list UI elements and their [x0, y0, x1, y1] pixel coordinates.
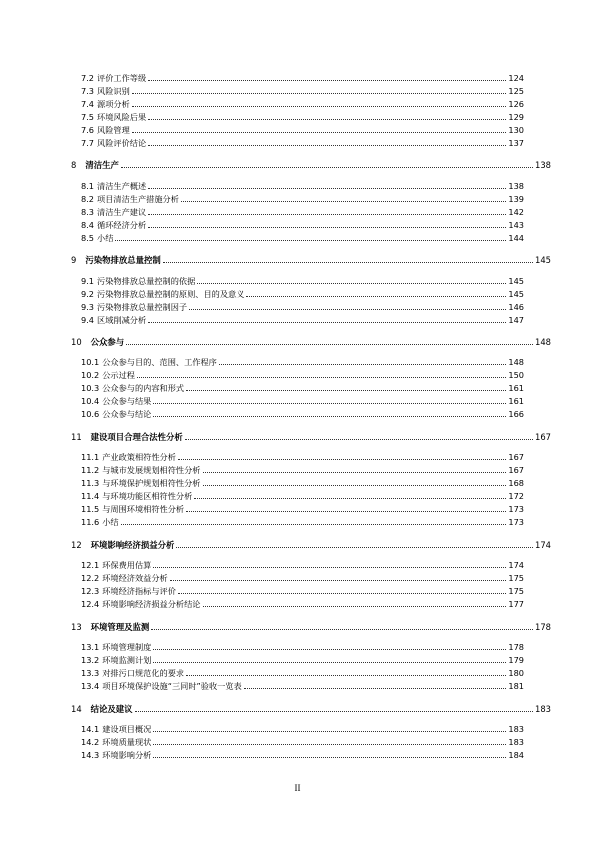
page-number: II	[294, 783, 301, 793]
toc-entry-number: 14.3	[81, 750, 100, 760]
toc-entry-title: 循环经济分析	[97, 220, 147, 230]
toc-entry-title: 污染物排放总量控制	[85, 255, 161, 265]
toc-page-number: 181	[508, 681, 524, 691]
toc-leader-dots	[115, 240, 506, 241]
toc-entry-number: 13	[71, 622, 82, 632]
toc-entry-number: 10	[71, 337, 82, 347]
toc-page-number: 125	[508, 86, 524, 96]
toc-entry-title: 污染物排放总量控制的依据	[97, 276, 196, 286]
toc-section-row[interactable]	[81, 452, 524, 462]
toc-leader-dots	[148, 214, 506, 215]
toc-entry-number: 8.3	[81, 207, 95, 217]
toc-leader-dots	[176, 547, 533, 548]
toc-page-number: 137	[508, 138, 524, 148]
toc-chapter-row[interactable]	[71, 255, 551, 265]
toc-section-row[interactable]	[81, 750, 524, 760]
toc-leader-dots	[148, 145, 506, 146]
toc-entry-title: 环境影响经济损益分析结论	[102, 599, 201, 609]
toc-section-row[interactable]	[81, 517, 524, 527]
toc-entry-title: 公众参与目的、范围、工作程序	[102, 357, 217, 367]
toc-section-row[interactable]	[81, 655, 524, 665]
toc-entry-number: 7.6	[81, 125, 95, 135]
toc-section-row[interactable]	[81, 668, 524, 678]
toc-leader-dots	[189, 309, 506, 310]
toc-entry-number: 8.1	[81, 181, 95, 191]
toc-section-row[interactable]	[81, 478, 524, 488]
toc-entry-number: 7.5	[81, 112, 95, 122]
toc-leader-dots	[135, 711, 533, 712]
toc-entry-title: 清洁生产	[85, 160, 119, 170]
toc-page-number: 173	[508, 517, 524, 527]
toc-entry-number: 7.4	[81, 99, 95, 109]
toc-entry-title: 对排污口规范化的要求	[102, 668, 185, 678]
toc-leader-dots	[153, 757, 506, 758]
toc-leader-dots	[132, 93, 507, 94]
toc-entry-number: 14.2	[81, 737, 100, 747]
toc-section-row[interactable]	[81, 681, 524, 691]
toc-page-number: 145	[535, 255, 551, 265]
toc-entry-title: 公示过程	[102, 370, 135, 380]
toc-entry-title: 公众参与	[90, 337, 125, 347]
toc-entry-title: 环境影响经济损益分析	[90, 540, 175, 550]
toc-leader-dots	[132, 132, 507, 133]
toc-entry-title: 清洁生产概述	[97, 181, 147, 191]
toc-entry-title: 公众参与结论	[102, 409, 152, 419]
toc-section-row[interactable]	[81, 737, 524, 747]
toc-page-number: 175	[508, 573, 524, 583]
toc-section-row[interactable]	[81, 138, 524, 148]
toc-entry-number: 13.3	[81, 668, 100, 678]
toc-page-number: 144	[508, 233, 524, 243]
toc-section-row[interactable]	[81, 207, 524, 217]
toc-section-row[interactable]	[81, 99, 524, 109]
toc-page-number: 145	[508, 289, 524, 299]
toc-leader-dots	[185, 439, 533, 440]
toc-page-number: 178	[508, 642, 524, 652]
toc-entry-number: 7.2	[81, 73, 95, 83]
toc-leader-dots	[137, 377, 506, 378]
toc-page-number: 168	[508, 478, 524, 488]
toc-leader-dots	[178, 593, 506, 594]
toc-page-number: 126	[508, 99, 524, 109]
toc-entry-number: 11.1	[81, 452, 100, 462]
toc-entry-title: 项目清洁生产措施分析	[97, 194, 179, 204]
toc-entry-title: 源项分析	[97, 99, 130, 109]
toc-leader-dots	[246, 296, 506, 297]
toc-leader-dots	[151, 629, 533, 630]
toc-page-number: 183	[508, 737, 524, 747]
toc-entry-number: 8	[71, 160, 77, 170]
toc-leader-dots	[153, 649, 506, 650]
toc-entry-title: 环境管理及监测	[90, 622, 150, 632]
toc-entry-title: 清洁生产建议	[97, 207, 147, 217]
toc-leader-dots	[121, 167, 533, 168]
toc-entry-number: 8.4	[81, 220, 95, 230]
toc-leader-dots	[153, 744, 506, 745]
toc-entry-number: 9.1	[81, 276, 95, 286]
toc-entry-title: 环境经济效益分析	[102, 573, 168, 583]
toc-entry-title: 环境风险后果	[97, 112, 147, 122]
toc-entry-number: 8.2	[81, 194, 95, 204]
toc-section-row[interactable]	[81, 302, 524, 312]
toc-section-row[interactable]	[81, 357, 524, 367]
toc-section-row[interactable]	[81, 599, 524, 609]
toc-entry-title: 产业政策相符性分析	[102, 452, 176, 462]
toc-entry-title: 环境质量现状	[102, 737, 152, 747]
toc-page-number: 183	[508, 724, 524, 734]
toc-entry-number: 12.1	[81, 560, 100, 570]
toc-section-row[interactable]	[81, 289, 524, 299]
toc-entry-title: 环境影响分析	[102, 750, 152, 760]
toc-chapter-row[interactable]	[71, 160, 551, 170]
toc-page-number: 142	[508, 207, 524, 217]
toc-page-number: 166	[508, 409, 524, 419]
toc-entry-number: 7.7	[81, 138, 95, 148]
toc-section-row[interactable]	[81, 491, 524, 501]
toc-entry-title: 环境管理制度	[102, 642, 152, 652]
toc-page-number: 130	[508, 125, 524, 135]
toc-entry-title: 建设项目概况	[102, 724, 152, 734]
toc-entry-number: 12	[71, 540, 82, 550]
toc-entry-number: 9.4	[81, 315, 95, 325]
toc-leader-dots	[194, 498, 506, 499]
toc-leader-dots	[153, 662, 506, 663]
toc-section-row[interactable]	[81, 465, 524, 475]
toc-leader-dots	[148, 119, 506, 120]
toc-section-row[interactable]	[81, 409, 524, 419]
toc-page-number: 138	[508, 181, 524, 191]
toc-section-row[interactable]	[81, 504, 524, 514]
toc-section-row[interactable]	[81, 233, 524, 243]
toc-page-number: 177	[508, 599, 524, 609]
toc-section-row[interactable]	[81, 181, 524, 191]
toc-entry-number: 11.4	[81, 491, 100, 501]
toc-section-row[interactable]	[81, 315, 524, 325]
toc-leader-dots	[148, 227, 506, 228]
toc-page-number: 174	[508, 560, 524, 570]
toc-entry-title: 污染物排放总量控制因子	[97, 302, 188, 312]
toc-entry-title: 污染物排放总量控制的原则、目的及意义	[97, 289, 245, 299]
toc-page-number: 180	[508, 668, 524, 678]
toc-entry-number: 10.1	[81, 357, 100, 367]
toc-section-row[interactable]	[81, 220, 524, 230]
toc-entry-number: 14.1	[81, 724, 100, 734]
toc-entry-title: 小结	[102, 517, 119, 527]
toc-page-number: 174	[535, 540, 551, 550]
toc-entry-number: 10.3	[81, 383, 100, 393]
toc-chapter-row[interactable]	[71, 337, 551, 347]
toc-leader-dots	[186, 675, 506, 676]
toc-page-number: 183	[535, 704, 551, 714]
toc-page-number: 161	[508, 383, 524, 393]
toc-leader-dots	[178, 459, 506, 460]
toc-section-row[interactable]	[81, 724, 524, 734]
toc-section-row[interactable]	[81, 86, 524, 96]
toc-page-number: 173	[508, 504, 524, 514]
toc-leader-dots	[148, 188, 506, 189]
toc-entry-title: 与环境功能区相符性分析	[102, 491, 193, 501]
toc-entry-title: 结论及建议	[90, 704, 133, 714]
toc-entry-title: 环境经济指标与评价	[102, 586, 176, 596]
toc-section-row[interactable]	[81, 370, 524, 380]
toc-entry-title: 项目环境保护设施“三同时”验收一览表	[102, 681, 242, 691]
toc-leader-dots	[153, 416, 506, 417]
toc-section-row[interactable]	[81, 573, 524, 583]
toc-entry-title: 风险评价结论	[97, 138, 147, 148]
toc-page-number: 129	[508, 112, 524, 122]
toc-chapter-row[interactable]	[71, 622, 551, 632]
toc-entry-title: 风险管理	[97, 125, 130, 135]
toc-entry-number: 12.4	[81, 599, 100, 609]
toc-entry-number: 10.6	[81, 409, 100, 419]
toc-entry-number: 13.4	[81, 681, 100, 691]
toc-leader-dots	[219, 364, 506, 365]
toc-entry-number: 11.5	[81, 504, 100, 514]
toc-entry-title: 小结	[97, 233, 114, 243]
toc-leader-dots	[203, 606, 507, 607]
toc-section-row[interactable]	[81, 560, 524, 570]
toc-section-row[interactable]	[81, 586, 524, 596]
toc-leader-dots	[203, 472, 507, 473]
toc-leader-dots	[148, 322, 506, 323]
toc-section-row[interactable]	[81, 73, 524, 83]
toc-leader-dots	[153, 731, 506, 732]
toc-entry-number: 14	[71, 704, 82, 714]
toc-leader-dots	[121, 524, 507, 525]
toc-entry-number: 10.4	[81, 396, 100, 406]
toc-page-number: 139	[508, 194, 524, 204]
toc-section-row[interactable]	[81, 194, 524, 204]
toc-entry-number: 8.5	[81, 233, 95, 243]
toc-chapter-row[interactable]	[71, 540, 551, 550]
toc-page-number: 184	[508, 750, 524, 760]
toc-entry-title: 环境监测计划	[102, 655, 152, 665]
toc-entry-number: 11	[71, 432, 82, 442]
toc-entry-number: 9.2	[81, 289, 95, 299]
toc-entry-title: 评价工作等级	[97, 73, 147, 83]
toc-leader-dots	[126, 344, 533, 345]
toc-page-number: 150	[508, 370, 524, 380]
toc-page-number: 178	[535, 622, 551, 632]
toc-leader-dots	[132, 106, 507, 107]
toc-page-number: 146	[508, 302, 524, 312]
toc-entry-number: 13.1	[81, 642, 100, 652]
toc-page-number: 161	[508, 396, 524, 406]
toc-page-number: 147	[508, 315, 524, 325]
toc-entry-number: 9	[71, 255, 77, 265]
toc-leader-dots	[181, 201, 506, 202]
toc-leader-dots	[163, 262, 533, 263]
toc-leader-dots	[186, 390, 506, 391]
toc-entry-title: 与周围环境相符性分析	[102, 504, 185, 514]
toc-leader-dots	[170, 580, 507, 581]
toc-page-number: 175	[508, 586, 524, 596]
toc-page-number: 143	[508, 220, 524, 230]
toc-entry-title: 公众参与结果	[102, 396, 152, 406]
toc-page-number: 167	[508, 452, 524, 462]
toc-entry-title: 与城市发展规划相符性分析	[102, 465, 201, 475]
toc-chapter-row[interactable]	[71, 432, 551, 442]
toc-entry-number: 11.6	[81, 517, 100, 527]
toc-page-number: 148	[535, 337, 551, 347]
toc-page-number: 148	[508, 357, 524, 367]
toc-section-row[interactable]	[81, 276, 524, 286]
toc-leader-dots	[203, 485, 507, 486]
toc-entry-number: 12.3	[81, 586, 100, 596]
toc-leader-dots	[197, 283, 506, 284]
toc-chapter-row[interactable]	[71, 704, 551, 714]
toc-entry-title: 公众参与的内容和形式	[102, 383, 185, 393]
toc-leader-dots	[148, 80, 506, 81]
toc-section-row[interactable]	[81, 642, 524, 652]
toc-page-number: 124	[508, 73, 524, 83]
toc-entry-number: 9.3	[81, 302, 95, 312]
toc-entry-title: 环保费用估算	[102, 560, 152, 570]
toc-entry-number: 13.2	[81, 655, 100, 665]
toc-section-row[interactable]	[81, 112, 524, 122]
toc-page-number: 167	[535, 432, 551, 442]
toc-entry-number: 12.2	[81, 573, 100, 583]
toc-page-number: 167	[508, 465, 524, 475]
toc-entry-title: 风险识别	[97, 86, 130, 96]
toc-section-row[interactable]	[81, 125, 524, 135]
toc-leader-dots	[153, 567, 506, 568]
toc-entry-number: 7.3	[81, 86, 95, 96]
toc-entry-number: 10.2	[81, 370, 100, 380]
toc-section-row[interactable]	[81, 383, 524, 393]
toc-section-row[interactable]	[81, 396, 524, 406]
toc-entry-number: 11.2	[81, 465, 100, 475]
toc-leader-dots	[186, 511, 506, 512]
toc-page-number: 179	[508, 655, 524, 665]
toc-entry-title: 与环境保护规划相符性分析	[102, 478, 201, 488]
toc-page-number: 138	[535, 160, 551, 170]
toc-page-number: 172	[508, 491, 524, 501]
toc-leader-dots	[244, 688, 507, 689]
toc-page-number: 145	[508, 276, 524, 286]
toc-entry-number: 11.3	[81, 478, 100, 488]
toc-entry-title: 建设项目合理合法性分析	[90, 432, 183, 442]
toc-entry-title: 区域削减分析	[97, 315, 147, 325]
toc-leader-dots	[153, 403, 506, 404]
